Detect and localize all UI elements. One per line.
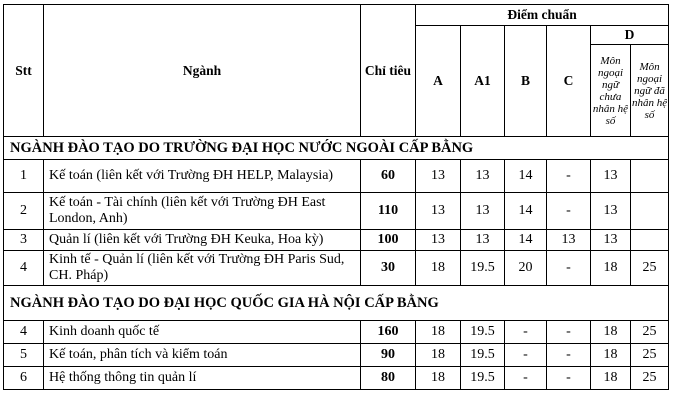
score-b-cell: - — [505, 321, 547, 344]
score-c-cell: - — [547, 160, 591, 193]
header-d: D — [591, 26, 669, 45]
score-b-cell: 14 — [505, 193, 547, 230]
score-a-cell: 18 — [416, 367, 461, 390]
stt-cell: 1 — [4, 160, 44, 193]
score-d2-cell: 25 — [631, 251, 669, 286]
header-d-sub2: Môn ngoại ngữ đã nhân hệ số — [631, 45, 669, 137]
table-row — [4, 321, 669, 344]
table-row — [4, 193, 669, 230]
score-d1-cell: 13 — [591, 160, 631, 193]
score-d1-cell: 18 — [591, 321, 631, 344]
score-c-cell: - — [547, 251, 591, 286]
score-c-cell: - — [547, 193, 591, 230]
section2-title: NGÀNH ĐÀO TẠO DO ĐẠI HỌC QUỐC GIA HÀ NỘI CẤP BẰNG — [4, 286, 669, 321]
admission-score-table — [3, 4, 669, 390]
nganh-cell: Kế toán - Tài chính (liên kết với Trường ĐH East London, Anh) — [44, 193, 361, 230]
chi-tieu-cell: 80 — [361, 367, 416, 390]
table-row — [4, 160, 669, 193]
stt-cell: 5 — [4, 344, 44, 367]
score-b-cell: 14 — [505, 230, 547, 251]
header-chi-tieu: Chỉ tiêu — [361, 5, 416, 137]
score-a1-cell: 19.5 — [461, 321, 505, 344]
score-d1-cell: 18 — [591, 344, 631, 367]
score-a-cell: 13 — [416, 193, 461, 230]
chi-tieu-cell: 100 — [361, 230, 416, 251]
nganh-cell: Kinh doanh quốc tế — [44, 321, 361, 344]
score-b-cell: - — [505, 367, 547, 390]
score-b-cell: - — [505, 344, 547, 367]
chi-tieu-cell: 90 — [361, 344, 416, 367]
score-d2-cell — [631, 160, 669, 193]
score-a1-cell: 19.5 — [461, 251, 505, 286]
stt-cell: 4 — [4, 251, 44, 286]
nganh-cell: Quản lí (liên kết với Trường ĐH Keuka, Hoa kỳ) — [44, 230, 361, 251]
table-row — [4, 367, 669, 390]
table-row — [4, 344, 669, 367]
score-d1-cell: 18 — [591, 367, 631, 390]
score-a-cell: 13 — [416, 160, 461, 193]
nganh-cell: Kế toán, phân tích và kiểm toán — [44, 344, 361, 367]
table-row — [4, 230, 669, 251]
header-nganh: Ngành — [44, 5, 361, 137]
header-diem-chuan: Điểm chuẩn — [416, 5, 669, 26]
score-c-cell: - — [547, 344, 591, 367]
score-a-cell: 18 — [416, 344, 461, 367]
score-a1-cell: 19.5 — [461, 344, 505, 367]
score-a-cell: 13 — [416, 230, 461, 251]
stt-cell: 3 — [4, 230, 44, 251]
stt-cell: 2 — [4, 193, 44, 230]
chi-tieu-cell: 30 — [361, 251, 416, 286]
score-a-cell: 18 — [416, 251, 461, 286]
score-d1-cell: 13 — [591, 193, 631, 230]
score-a1-cell: 13 — [461, 230, 505, 251]
nganh-cell: Hệ thống thông tin quản lí — [44, 367, 361, 390]
header-a: A — [416, 26, 461, 137]
score-a-cell: 18 — [416, 321, 461, 344]
stt-cell: 6 — [4, 367, 44, 390]
score-a1-cell: 19.5 — [461, 367, 505, 390]
score-d2-cell: 25 — [631, 367, 669, 390]
nganh-cell: Kinh tế - Quản lí (liên kết với Trường ĐH Paris Sud, CH. Pháp) — [44, 251, 361, 286]
header-b: B — [505, 26, 547, 137]
score-c-cell: - — [547, 367, 591, 390]
score-c-cell: - — [547, 321, 591, 344]
score-b-cell: 14 — [505, 160, 547, 193]
chi-tieu-cell: 110 — [361, 193, 416, 230]
chi-tieu-cell: 60 — [361, 160, 416, 193]
header-stt: Stt — [4, 5, 44, 137]
header-a1: A1 — [461, 26, 505, 137]
table-row — [4, 251, 669, 286]
score-d2-cell: 25 — [631, 344, 669, 367]
score-a1-cell: 13 — [461, 193, 505, 230]
header-c: C — [547, 26, 591, 137]
score-a1-cell: 13 — [461, 160, 505, 193]
score-c-cell: 13 — [547, 230, 591, 251]
header-d-sub1: Môn ngoại ngữ chưa nhân hệ số — [591, 45, 631, 137]
score-b-cell: 20 — [505, 251, 547, 286]
section1-title: NGÀNH ĐÀO TẠO DO TRƯỜNG ĐẠI HỌC NƯỚC NGOÀI CẤP BẰNG — [4, 137, 669, 160]
stt-cell: 4 — [4, 321, 44, 344]
score-d1-cell: 18 — [591, 251, 631, 286]
score-d2-cell — [631, 230, 669, 251]
score-d2-cell: 25 — [631, 321, 669, 344]
score-d2-cell — [631, 193, 669, 230]
nganh-cell: Kế toán (liên kết với Trường ĐH HELP, Malaysia) — [44, 160, 361, 193]
chi-tieu-cell: 160 — [361, 321, 416, 344]
score-d1-cell: 13 — [591, 230, 631, 251]
